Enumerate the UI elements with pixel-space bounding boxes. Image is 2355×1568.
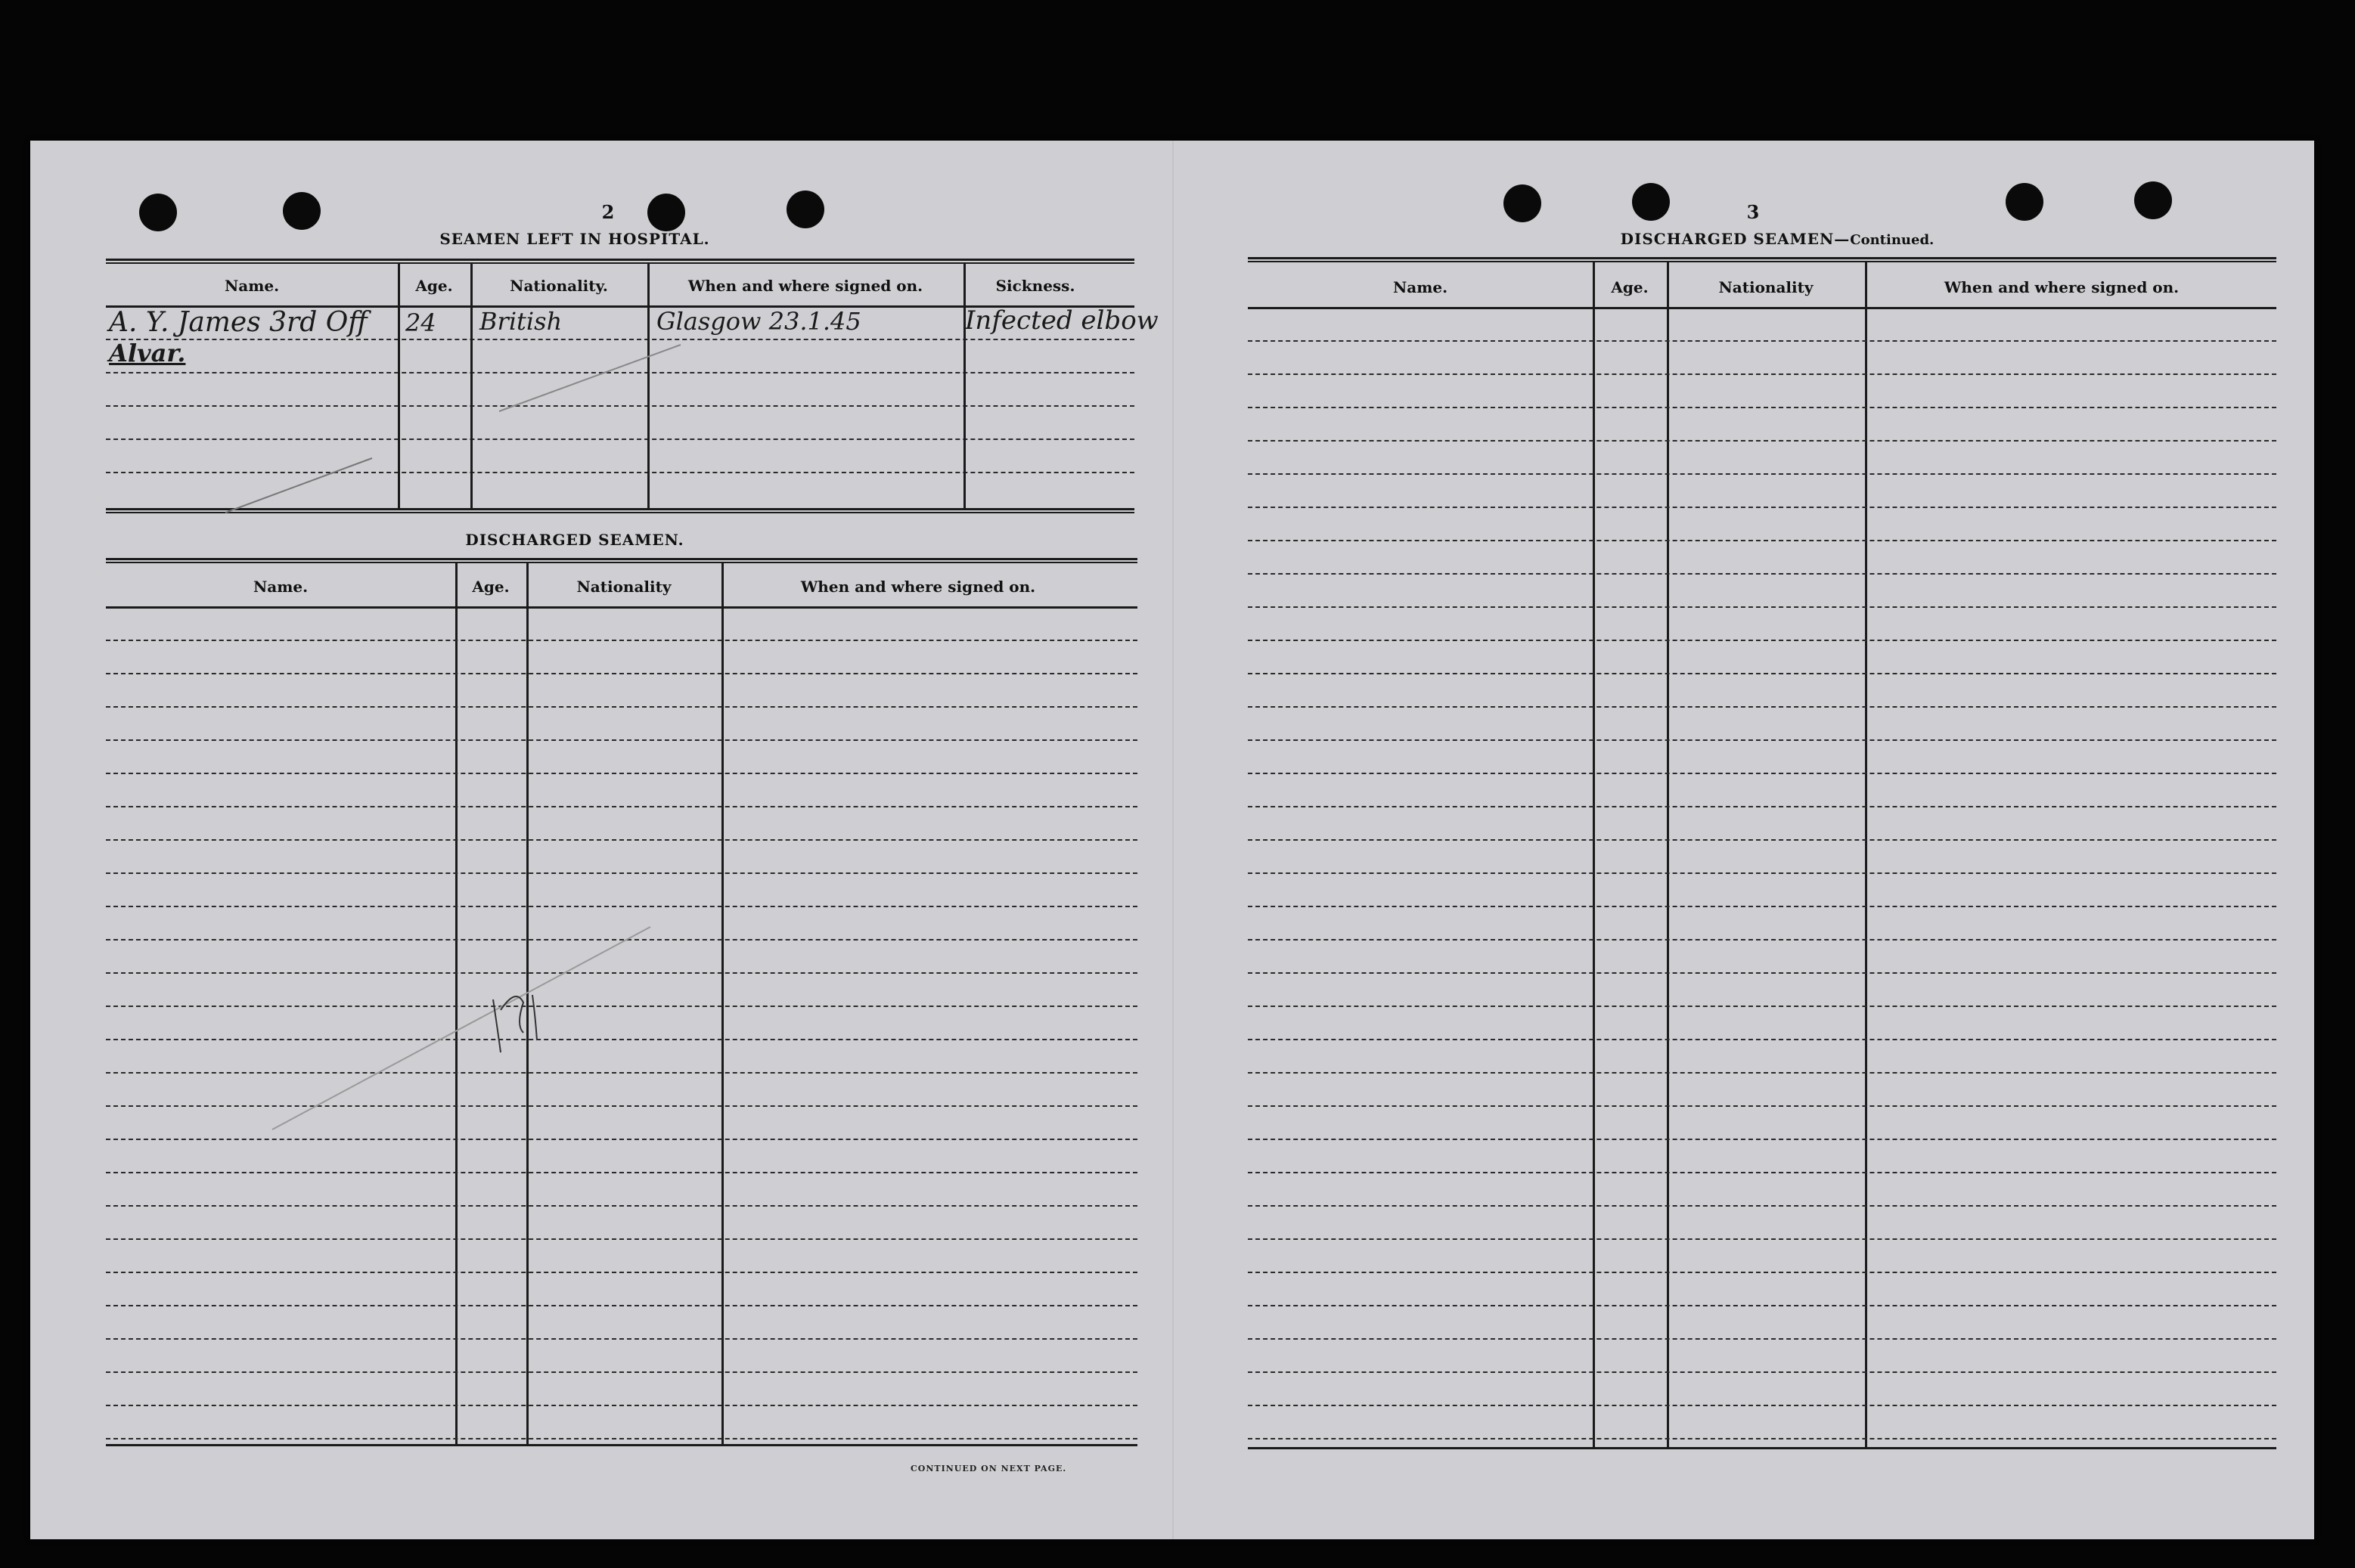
entry-name-note: Alvar. [109,339,186,367]
col-header-age: Age. [415,277,453,295]
entry-nationality: British [479,307,563,336]
col-header-signed-on: When and where signed on. [800,578,1036,596]
pencil-marks [30,141,2314,1539]
ledger-sheet [30,141,2314,1539]
discharged-section-title: DISCHARGED SEAMEN. [465,531,684,549]
col-header-name: Name. [1392,278,1448,296]
page-number: 2 [601,201,615,223]
col-header-age: Age. [472,578,510,596]
col-header-name: Name. [224,277,280,295]
col-header-age: Age. [1611,278,1649,296]
entry-signed-on: Glasgow 23.1.45 [656,307,861,336]
col-header-nationality: Nationality [1718,278,1814,296]
title-suffix: Continued. [1850,232,1935,248]
entry-age: 24 [405,308,436,337]
col-header-sickness: Sickness. [995,277,1075,295]
continued-footer: CONTINUED ON NEXT PAGE. [911,1464,1067,1473]
col-header-signed-on: When and where signed on. [1944,278,2180,296]
hospital-section-title: SEAMEN LEFT IN HOSPITAL. [439,230,710,248]
entry-sickness: Infected elbow [965,305,1159,336]
entry-name: A. Y. James 3rd Off [109,307,368,338]
col-header-signed-on: When and where signed on. [687,277,923,295]
col-header-name: Name. [253,578,309,596]
col-header-nationality: Nationality. [510,277,608,295]
page-number: 3 [1746,201,1760,223]
title-text: DISCHARGED SEAMEN— [1620,230,1851,248]
col-header-nationality: Nationality [576,578,672,596]
